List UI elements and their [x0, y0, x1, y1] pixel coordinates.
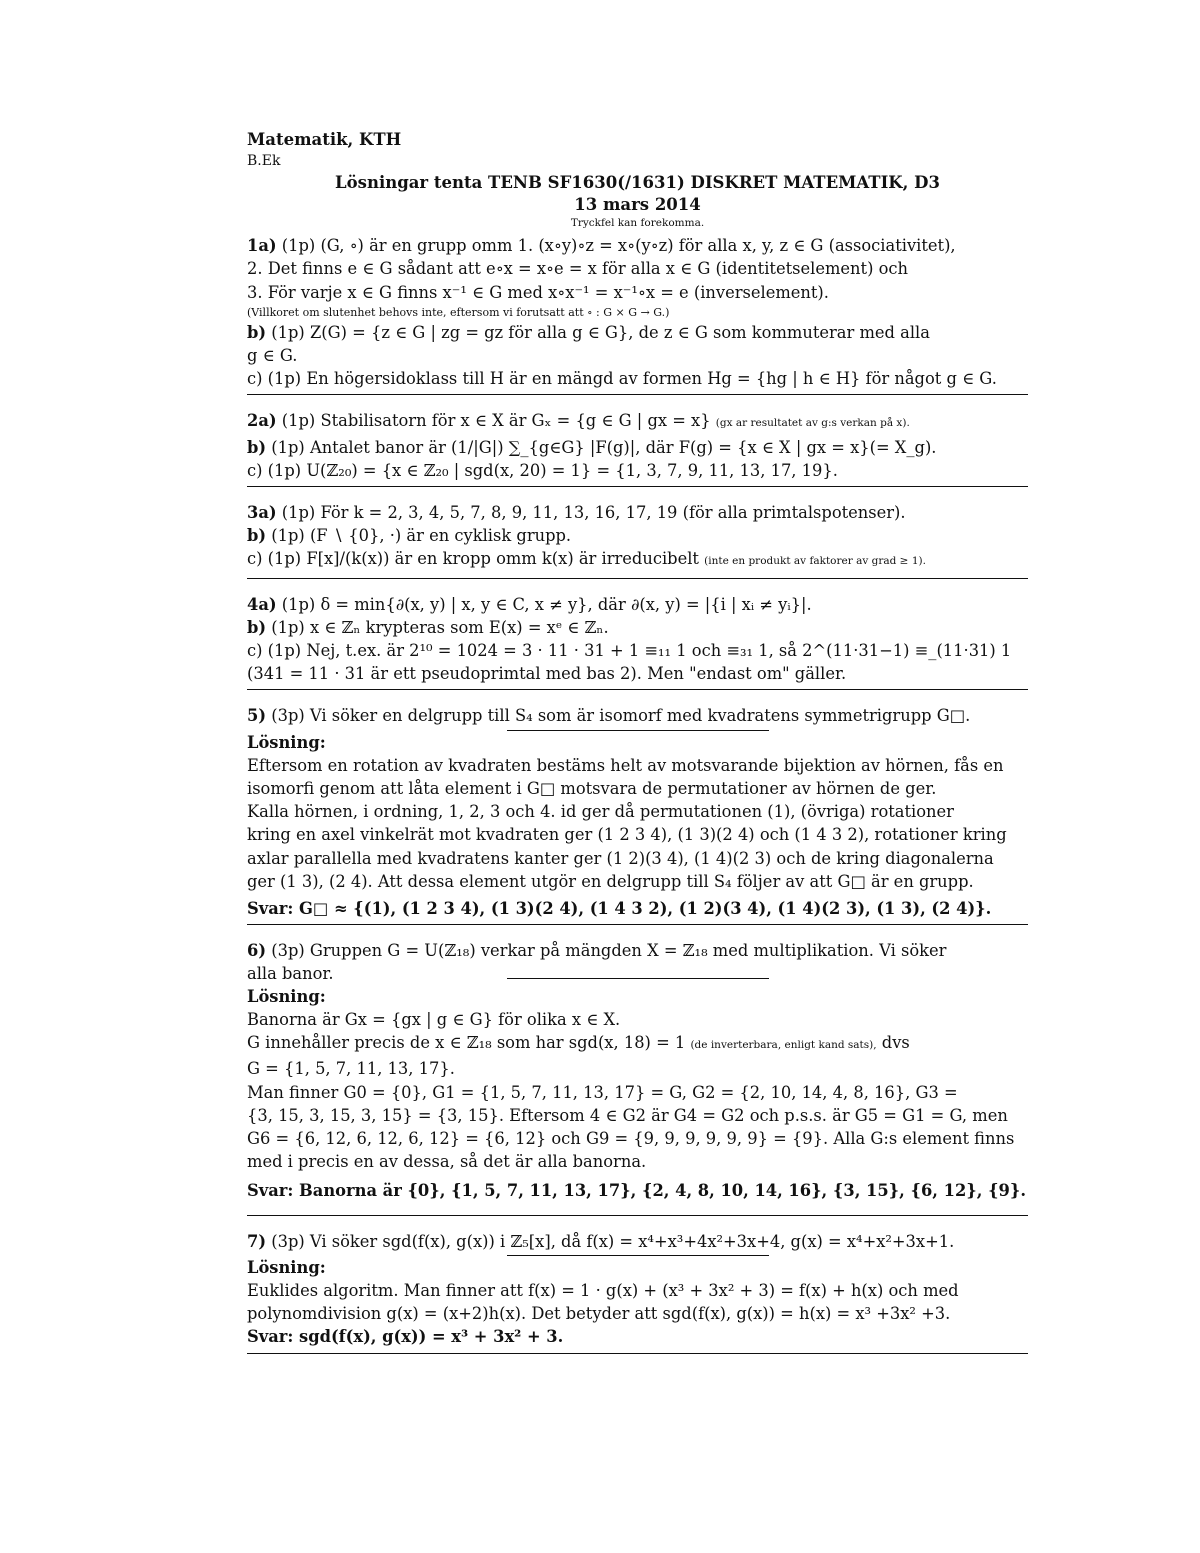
problem-6-intro2: alla banor. [247, 964, 334, 984]
problem-4b-label: b) [247, 617, 267, 637]
problem-5-text-line: isomorfi genom att låta element i G□ motsvara de permutationer av hörnen de ger. [247, 779, 937, 799]
document-title: Lösningar tenta TENB SF1630(/1631) DISKRET MATEMATIK, D3 [335, 173, 940, 193]
problem-5-text-line: kring en axel vinkelrät mot kvadraten ger (1 2 3 4), (1 3)(2 4) och (1 4 3 2), rotationer kring [247, 825, 1007, 845]
problem-6-text-line: Man finner G0 = {0}, G1 = {1, 5, 7, 11, 13, 17} = G, G2 = {2, 10, 14, 4, 8, 16}, G3 = [247, 1082, 958, 1102]
problem-1a-line3: 3. För varje x ∈ G finns x⁻¹ ∈ G med x∘x⁻¹ = x⁻¹∘x = e (inverselement). [247, 282, 829, 302]
problem-7-answer: Svar: sgd(f(x), g(x)) = x³ + 3x² + 3. [247, 1327, 564, 1347]
section-divider [247, 394, 1028, 395]
problem-2b-text: (1p) Antalet banor är (1/|G|) ∑_{g∈G} |F(g)|, där F(g) = {x ∈ X | gx = x}(= X_g). [271, 437, 937, 457]
section-divider [247, 924, 1028, 925]
problem-3c-text: (1p) F[x]/(k(x)) är en kropp omm k(x) är irreducibelt [267, 549, 699, 569]
problem-6-text-line: {3, 15, 3, 15, 3, 15} = {3, 15}. Eftersom 4 ∈ G2 är G4 = G2 och p.s.s. är G5 = G1 = G, men [247, 1105, 1008, 1125]
solution-heading: Lösning: [247, 732, 326, 752]
problem-7-label: 7) [247, 1231, 267, 1251]
problem-1c-label: c) [247, 369, 263, 389]
problem-2a-label: 2a) [247, 411, 277, 431]
problem-3c-note: (inte en produkt av faktorer av grad ≥ 1). [704, 555, 926, 568]
typo-note: Tryckfel kan forekomma. [570, 217, 705, 230]
section-divider [247, 486, 1028, 487]
problem-1 [247, 234, 1028, 395]
institution: Matematik, KTH [247, 130, 402, 149]
problem-7-text-line: polynomdivision g(x) = (x+2)h(x). Det betyder att sgd(f(x), g(x)) = h(x) = x³ +3x² +3. [247, 1304, 951, 1324]
problem-2a-note: (gx ar resultatet av g:s verkan på x). [715, 417, 910, 430]
solution-heading: Lösning: [247, 986, 326, 1006]
problem-5-label: 5) [247, 706, 267, 726]
problem-2c-text: (1p) U(ℤ₂₀) = {x ∈ ℤ₂₀ | sgd(x, 20) = 1} = {1, 3, 7, 9, 11, 13, 17, 19}. [267, 460, 838, 480]
section-divider [247, 578, 1028, 579]
problem-1b-line2: g ∈ G. [247, 346, 298, 366]
problem-7-text-line: Euklides algoritm. Man finner att f(x) = 1 · g(x) + (x³ + 3x² + 3) = f(x) + h(x) och med [247, 1280, 959, 1300]
problem-2 [247, 409, 1028, 487]
problem-1a-note: (Villkoret om slutenhet behovs inte, eftersom vi forutsatt att ∘ : G × G → G.) [247, 305, 670, 319]
problem-5-text-line: Kalla hörnen, i ordning, 1, 2, 3 och 4. id ger då permutationen (1), (övriga) rotationer [247, 802, 954, 822]
problem-6-note: (de inverterbara, enligt kand sats), [690, 1039, 877, 1052]
problem-4c-line1: (1p) Nej, t.ex. är 2¹⁰ = 1024 = 3 · 11 · 31 + 1 ≡₁₁ 1 och ≡₃₁ 1, så 2^(11·31−1) ≡_(11·31) 1 [267, 641, 1012, 661]
problem-4 [247, 593, 1028, 691]
problem-6-text-line: dvs [881, 1033, 910, 1053]
problem-1c-line1: (1p) En högersidoklass till H är en mängd av formen Hg = {hg | h ∈ H} för något g ∈ G. [267, 369, 997, 389]
solution-heading: Lösning: [247, 1257, 326, 1277]
problem-3b-text: (1p) (F ∖ {0}, ·) är en cyklisk grupp. [271, 526, 572, 546]
problem-1a-line1: (1p) (G, ∘) är en grupp omm 1. (x∘y)∘z = x∘(y∘z) för alla x, y, z ∈ G (associativitet), [281, 236, 956, 256]
problem-4c-line2: (341 = 11 · 31 är ett pseudoprimtal med bas 2). Men "endast om" gäller. [247, 664, 847, 684]
problem-2b-label: b) [247, 437, 267, 457]
problem-7 [247, 1230, 1028, 1354]
problem-7-intro: (3p) Vi söker sgd(f(x), g(x)) i ℤ₅[x], då f(x) = x⁴+x³+4x²+3x+4, g(x) = x⁴+x²+3x+1. [271, 1231, 955, 1251]
problem-4b-text: (1p) x ∈ ℤₙ krypteras som E(x) = xᵉ ∈ ℤₙ. [271, 617, 609, 637]
problem-5-intro: (3p) Vi söker en delgrupp till S₄ som är isomorf med kvadratens symmetrigrupp G□. [271, 706, 971, 726]
problem-1a-label: 1a) [247, 236, 277, 256]
problem-5-text-line: ger (1 3), (2 4). Att dessa element utgör en delgrupp till S₄ följer av att G□ är en grupp. [247, 871, 974, 891]
problem-5 [247, 704, 1028, 925]
problem-4a-label: 4a) [247, 594, 277, 614]
section-divider [247, 689, 1028, 690]
problem-6-intro1: (3p) Gruppen G = U(ℤ₁₈) verkar på mängden X = ℤ₁₈ med multiplikation. Vi söker [271, 941, 947, 961]
problem-2a-text: (1p) Stabilisatorn för x ∈ X är Gₓ = {g ∈ G | gx = x} [281, 411, 711, 431]
problem-1a-line2: 2. Det finns e ∈ G sådant att e∘x = x∘e = x för alla x ∈ G (identitetselement) och [247, 259, 908, 279]
problem-3a-label: 3a) [247, 503, 277, 523]
problem-1b-line1: (1p) Z(G) = {z ∈ G | zg = gz för alla g ∈ G}, de z ∈ G som kommuterar med alla [271, 322, 930, 342]
problem-6-text-line: Banorna är Gx = {gx | g ∈ G} för olika x ∈ X. [247, 1009, 621, 1029]
problem-5-text-line: Eftersom en rotation av kvadraten bestäms helt av motsvarande bijektion av hörnen, fås en [247, 755, 1004, 775]
author: B.Ek [247, 153, 281, 170]
problem-3 [247, 501, 1028, 579]
question-underline [507, 978, 769, 979]
problem-6-text-line: med i precis en av dessa, så det är alla banorna. [247, 1152, 647, 1172]
problem-2c-label: c) [247, 460, 263, 480]
problem-3b-label: b) [247, 526, 267, 546]
problem-6-answer: Svar: Banorna är {0}, {1, 5, 7, 11, 13, 17}, {2, 4, 8, 10, 14, 16}, {3, 15}, {6, 12}, {9}. [247, 1181, 1027, 1201]
document-date: 13 mars 2014 [574, 195, 701, 215]
problem-5-text-line: axlar parallella med kvadratens kanter ger (1 2)(3 4), (1 4)(2 3) och de kring diagonalerna [247, 848, 994, 868]
problem-6-text-line: G = {1, 5, 7, 11, 13, 17}. [247, 1059, 455, 1079]
problem-6-label: 6) [247, 941, 267, 961]
problem-4c-label: c) [247, 641, 263, 661]
section-divider [247, 1353, 1028, 1354]
problem-6-text-line: G6 = {6, 12, 6, 12, 6, 12} = {6, 12} och G9 = {9, 9, 9, 9, 9, 9} = {9}. Alla G:s element finns [247, 1128, 1015, 1148]
problem-5-answer: Svar: G□ ≈ {(1), (1 2 3 4), (1 3)(2 4), (1 4 3 2), (1 2)(3 4), (1 4)(2 3), (1 3), (2 4)}. [247, 899, 992, 919]
document-body [247, 128, 1028, 1360]
problem-4a-text: (1p) δ = min{∂(x, y) | x, y ∈ C, x ≠ y}, där ∂(x, y) = |{i | xᵢ ≠ yᵢ}|. [281, 594, 812, 614]
problem-6-text-line: G innehåller precis de x ∈ ℤ₁₈ som har sgd(x, 18) = 1 [247, 1033, 686, 1053]
section-divider [247, 1215, 1028, 1216]
problem-3a-text: (1p) För k = 2, 3, 4, 5, 7, 8, 9, 11, 13, 16, 17, 19 (för alla primtalspotenser). [281, 503, 906, 523]
problem-1b-label: b) [247, 322, 267, 342]
problem-6 [247, 939, 1028, 1215]
problem-3c-label: c) [247, 549, 263, 569]
